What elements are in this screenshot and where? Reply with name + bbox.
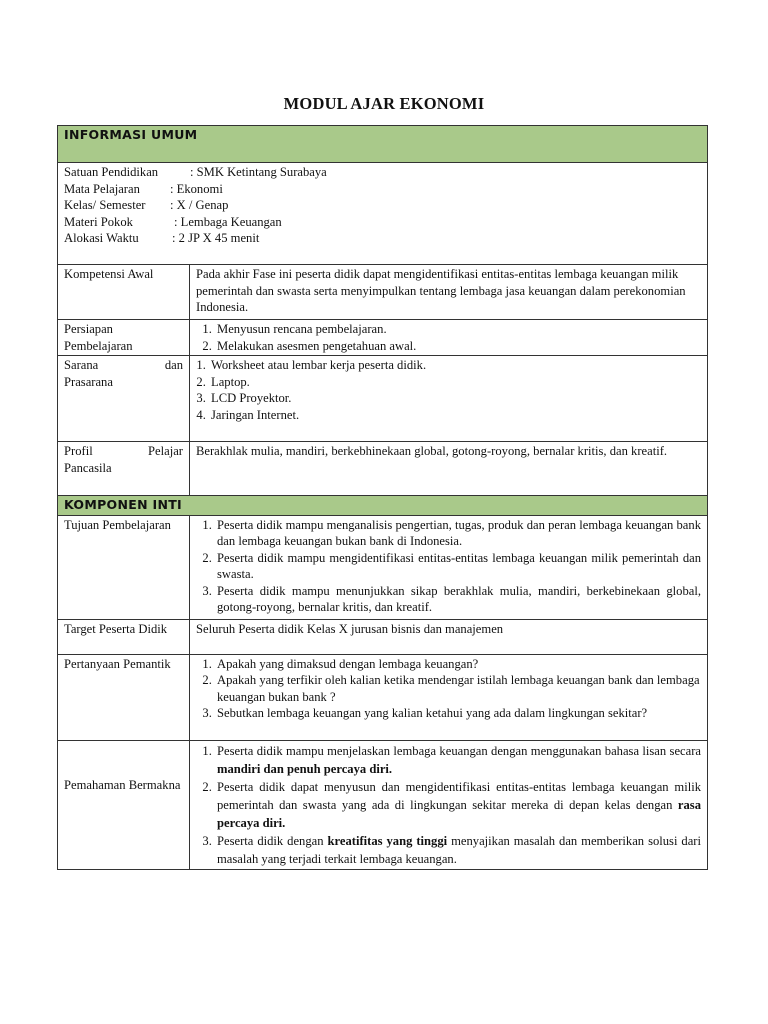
- tujuan-cell: [190, 515, 708, 619]
- row-label: [58, 356, 190, 442]
- info-label: Mata Pelajaran: [64, 181, 140, 196]
- item-emphasis: mandiri dan penuh percaya diri.: [217, 761, 393, 776]
- persiapan-row: [58, 320, 708, 356]
- persiapan-cell: [190, 320, 708, 356]
- pemahaman-list: [196, 742, 701, 868]
- target-row: [58, 619, 708, 654]
- label-word: Prasarana: [64, 374, 113, 389]
- row-label: Kompetensi Awal: [58, 265, 190, 320]
- info-value: : SMK Ketintang Surabaya: [190, 165, 327, 179]
- section-heading: KOMPONEN INTI: [58, 496, 708, 516]
- kompetensi-awal-row: [58, 265, 708, 320]
- list-item: 3. Sebutkan lembaga keuangan yang kalian ketahui yang ada dalam lingkungan sekitar?: [215, 705, 701, 722]
- pertanyaan-cell: [190, 654, 708, 740]
- info-line: [64, 164, 701, 181]
- sarana-cell: [190, 356, 708, 442]
- info-block: [58, 163, 708, 265]
- pemahaman-row: [58, 740, 708, 869]
- section-komponen-inti: [58, 496, 708, 516]
- info-line: [64, 181, 701, 198]
- info-line: [64, 214, 701, 231]
- profil-text: Berakhlak mulia, mandiri, berkebhinekaan global, gotong-royong, bernalar kritis, dan kreatif.: [190, 442, 708, 496]
- info-label: Materi Pokok: [64, 214, 133, 229]
- list-item: 2. Laptop.: [209, 374, 701, 391]
- list-item: 1. Peserta didik mampu menganalisis pengertian, tugas, produk dan peran lembaga keuangan bank dan lembaga keuangan bukan bank di Indonesia.: [215, 517, 701, 550]
- label-word: Pancasila: [64, 460, 112, 475]
- list-item: 3. Peserta didik mampu menunjukkan sikap berakhlak mulia, mandiri, berkebinekaan global, gotong-royong, bernalar kritis, dan kreatif.: [215, 583, 701, 616]
- item-text: Peserta didik dengan: [217, 833, 328, 848]
- row-label: Target Peserta Didik: [58, 619, 190, 654]
- row-label: [58, 442, 190, 496]
- info-value: : 2 JP X 45 menit: [172, 231, 260, 245]
- sarana-list: [196, 357, 701, 423]
- list-item: 1. Worksheet atau lembar kerja peserta didik.: [209, 357, 701, 374]
- persiapan-list: [196, 321, 701, 354]
- tujuan-row: [58, 515, 708, 619]
- info-label: Kelas/ Semester: [64, 198, 146, 212]
- item-text: Peserta didik dapat menyusun dan mengidentifikasi entitas-entitas lembaga keuangan milik pemerintah dan swasta yang ada di lingkungan sekitar mereka di depan kelas dengan: [217, 779, 701, 812]
- pemahaman-cell: [190, 740, 708, 869]
- label-word: dan: [164, 358, 183, 372]
- row-label: Pemahaman Bermakna: [58, 740, 190, 869]
- info-line: [64, 230, 701, 247]
- row-label: Tujuan Pembelajaran: [58, 515, 190, 619]
- label-word: Pelajar: [148, 444, 183, 458]
- item-emphasis: rasa percaya diri.: [217, 797, 701, 830]
- tujuan-list: [196, 517, 701, 616]
- row-label: Persiapan Pembelajaran: [58, 320, 190, 356]
- list-item: 2. Apakah yang terfikir oleh kalian ketika mendengar istilah lembaga keuangan bank dan lembaga keuangan bukan bank ?: [215, 672, 701, 705]
- list-item: 2. Peserta didik mampu mengidentifikasi entitas-entitas lembaga keuangan milik pemerintah dan swasta.: [215, 550, 701, 583]
- list-item: [215, 742, 701, 778]
- list-item: [215, 832, 701, 868]
- label-word: Profil: [64, 444, 93, 458]
- profil-row: [58, 442, 708, 496]
- page-title: MODUL AJAR EKONOMI: [283, 94, 485, 113]
- sarana-row: [58, 356, 708, 442]
- section-informasi-umum: [58, 126, 708, 163]
- list-item: 4. Jaringan Internet.: [209, 407, 701, 424]
- item-text: menyajikan masalah dan memberikan solusi dari masalah yang terjadi terkait lembaga keuangan.: [217, 833, 701, 866]
- info-value: : Ekonomi: [170, 181, 223, 196]
- modul-table: [57, 125, 708, 870]
- info-line: [64, 197, 701, 214]
- pertanyaan-row: [58, 654, 708, 740]
- list-item: 1. Menyusun rencana pembelajaran.: [215, 321, 701, 338]
- row-label-line: [64, 443, 183, 460]
- list-item: 1. Apakah yang dimaksud dengan lembaga keuangan?: [215, 656, 701, 673]
- list-item: 2. Melakukan asesmen pengetahuan awal.: [215, 338, 701, 355]
- info-label: Alokasi Waktu: [64, 231, 139, 245]
- list-item: [215, 778, 701, 832]
- pertanyaan-list: [196, 656, 701, 722]
- item-emphasis: kreatifitas yang tinggi: [327, 833, 448, 848]
- info-label: Satuan Pendidikan: [64, 165, 159, 179]
- list-item: 3. LCD Proyektor.: [209, 390, 701, 407]
- row-label-line: [64, 357, 183, 374]
- item-text: Peserta didik mampu menjelaskan lembaga keuangan dengan menggunakan bahasa lisan secara: [217, 743, 701, 758]
- info-value: : Lembaga Keuangan: [174, 214, 282, 229]
- kompetensi-awal-text: Pada akhir Fase ini peserta didik dapat mengidentifikasi entitas-entitas lembaga keuangan milik pemerintah dan swasta serta menyimpulkan tentang lembaga jasa keuangan dalam perekonomian Indonesia.: [190, 265, 708, 320]
- info-row: [58, 163, 708, 265]
- label-word: Sarana: [64, 358, 99, 372]
- target-text: Seluruh Peserta didik Kelas X jurusan bisnis dan manajemen: [190, 619, 708, 654]
- section-heading: INFORMASI UMUM: [58, 126, 708, 163]
- info-value: : X / Genap: [170, 198, 229, 212]
- row-label: Pertanyaan Pemantik: [58, 654, 190, 740]
